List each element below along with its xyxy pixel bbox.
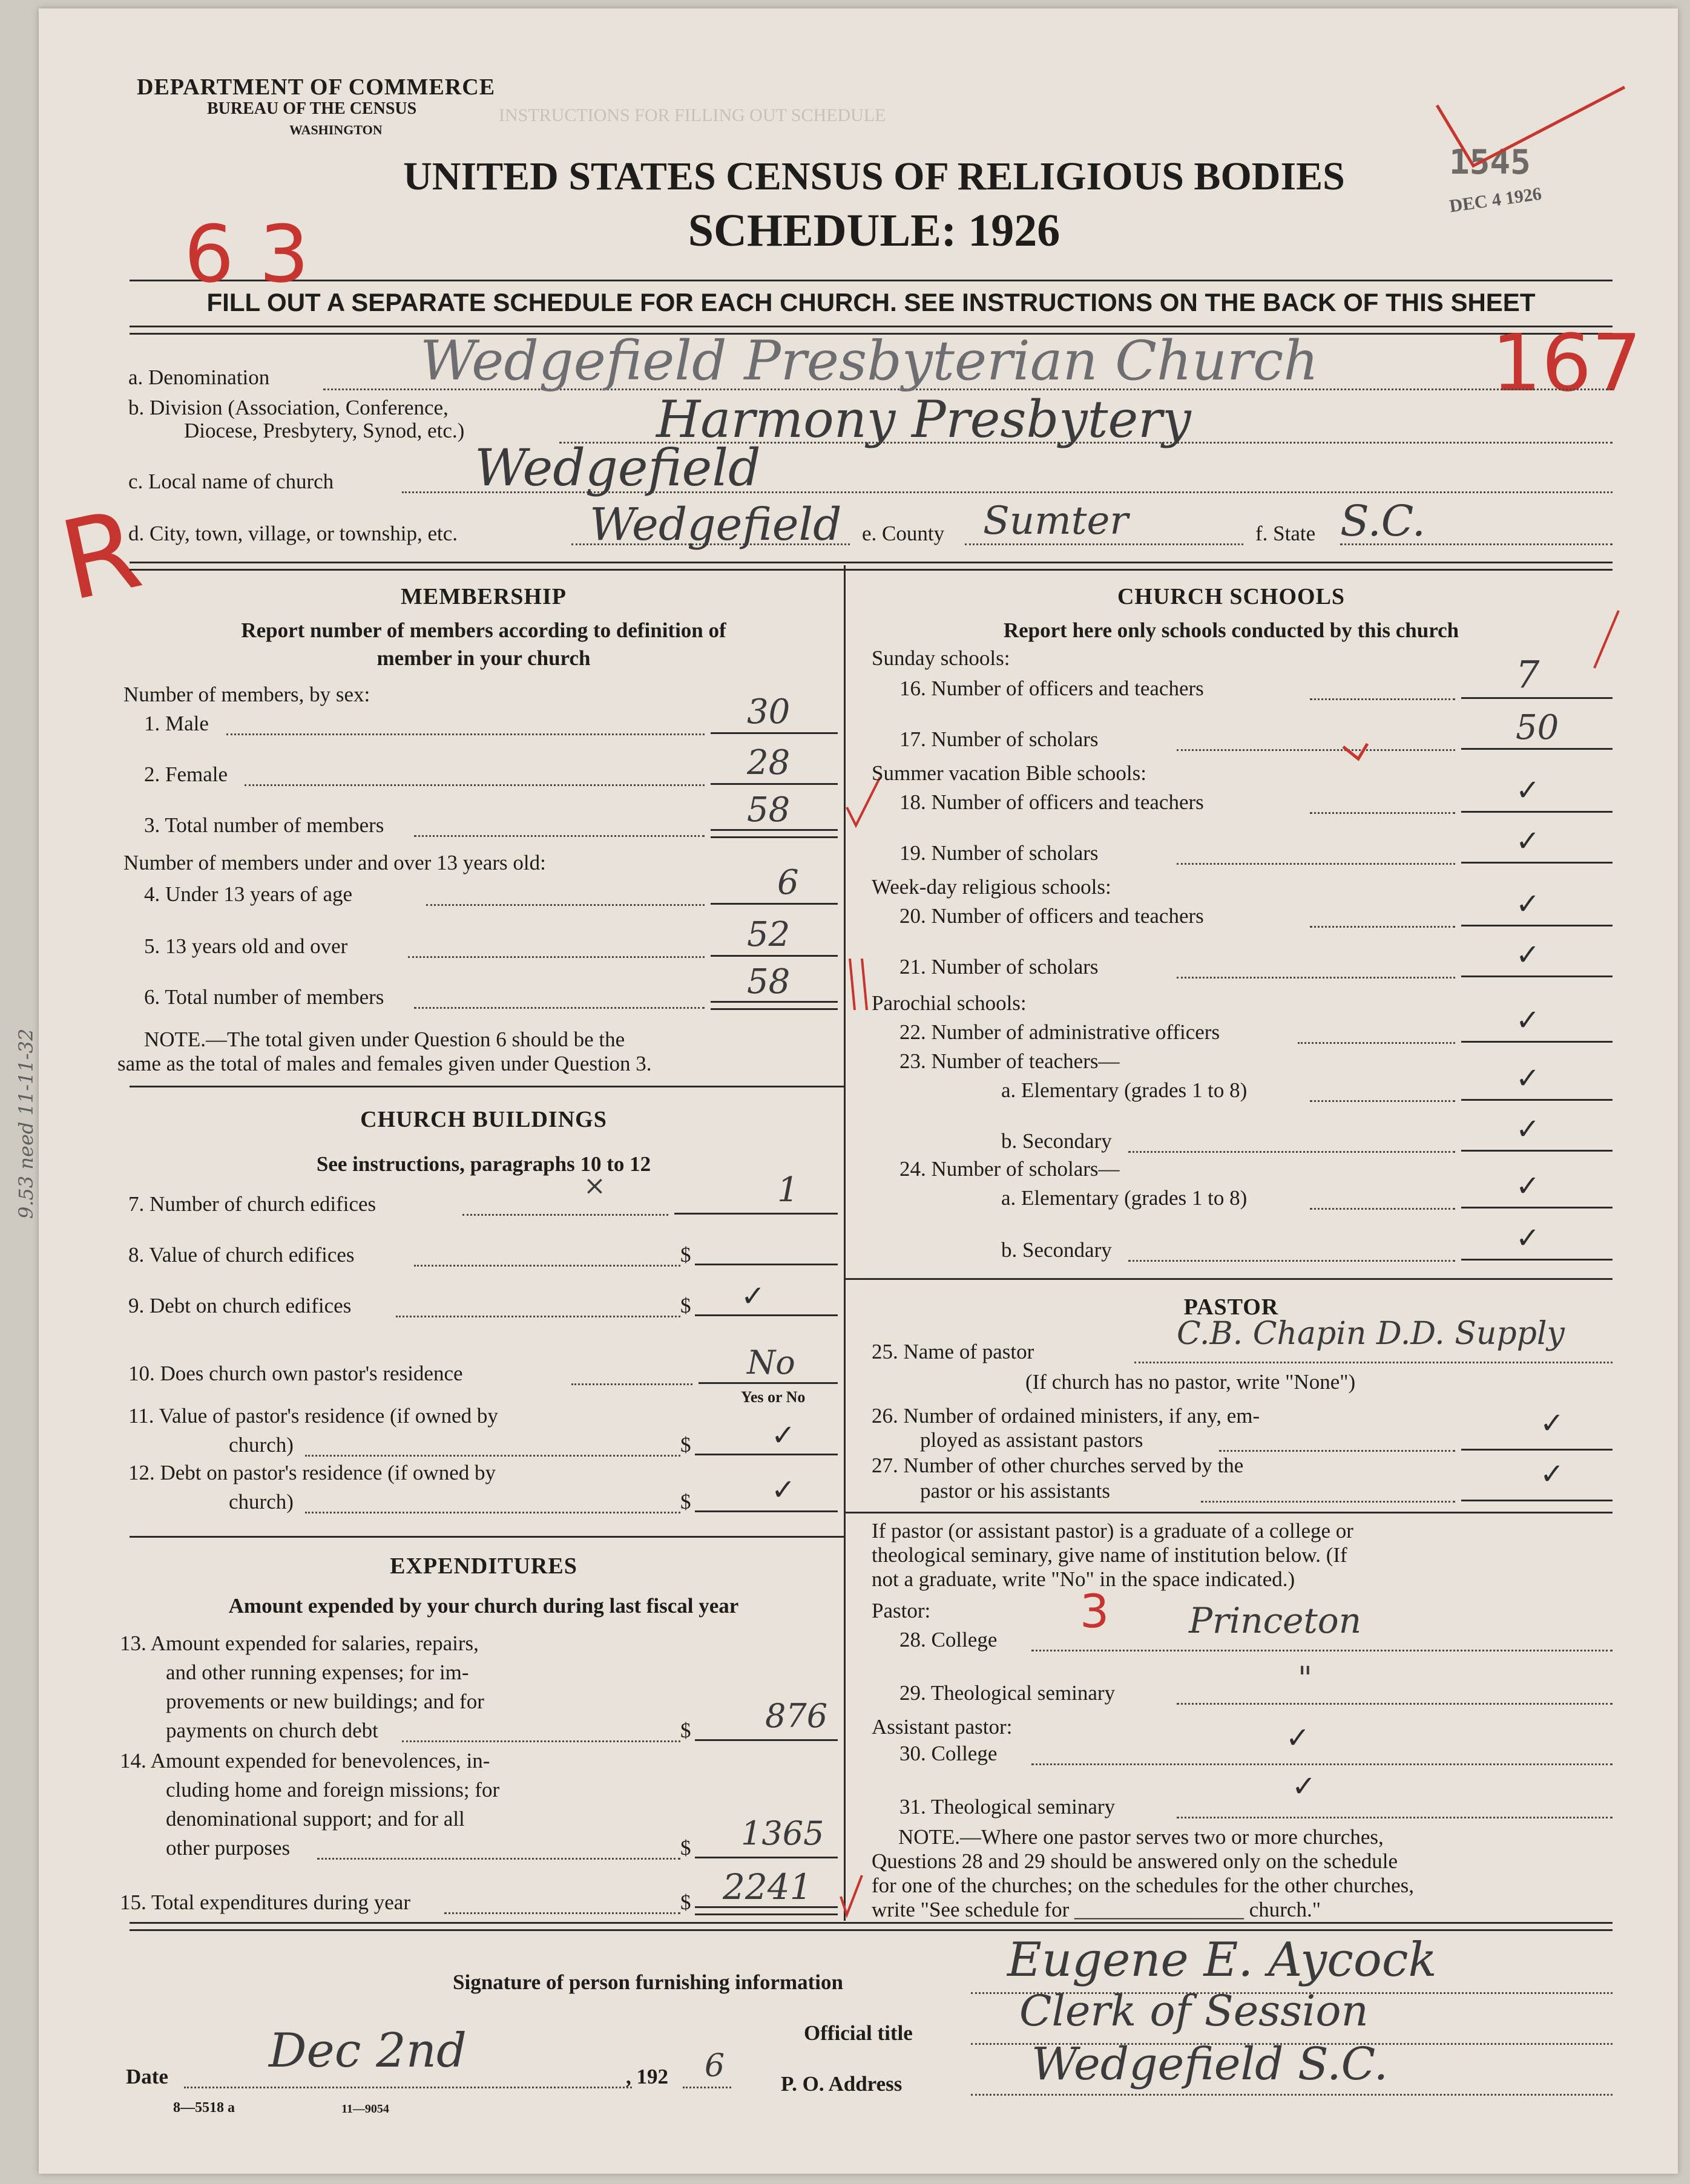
q11-dollar: $	[680, 1433, 691, 1457]
buildings-subtitle: See instructions, paragraphs 10 to 12	[316, 1152, 651, 1176]
red-annotation-167: 167	[1491, 317, 1642, 409]
q19-line	[1177, 863, 1455, 865]
q10-line	[571, 1383, 692, 1385]
q28-line	[1031, 1650, 1613, 1651]
q18-check: ✓	[1516, 773, 1540, 807]
q23-label: 23. Number of teachers—	[899, 1049, 1120, 1073]
form-number: 8—5518 a	[173, 2100, 235, 2116]
q24b-check: ✓	[1516, 1221, 1540, 1255]
q5-answer-line	[711, 955, 838, 957]
division-label-cont: Diocese, Presbytery, Synod, etc.)	[184, 419, 465, 442]
members-by-sex-label: Number of members, by sex:	[123, 683, 370, 706]
q15-dollar: $	[680, 1891, 691, 1914]
po-address-line	[971, 2094, 1613, 2096]
q2-value[interactable]: 28	[747, 743, 791, 782]
q23b-answer-line	[1461, 1150, 1613, 1152]
graduate-note-2: theological seminary, give name of institution below. (If	[872, 1543, 1347, 1567]
city-value[interactable]: Wedgefield	[590, 499, 842, 551]
q15-value[interactable]: 2241	[723, 1866, 812, 1907]
expenditures-subtitle: Amount expended by your church during last fiscal year	[228, 1594, 739, 1618]
q9-label: 9. Debt on church edifices	[128, 1294, 352, 1317]
county-value[interactable]: Sumter	[983, 499, 1128, 543]
buildings-title: CHURCH BUILDINGS	[360, 1107, 607, 1132]
q9-answer-line	[695, 1314, 838, 1316]
graduate-note-3: not a graduate, write "No" in the space indicated.)	[872, 1567, 1295, 1591]
q16-line	[1310, 698, 1455, 700]
schools-subtitle: Report here only schools conducted by this church	[1003, 618, 1459, 642]
po-address-value[interactable]: Wedgefield S.C.	[1031, 2038, 1389, 2090]
q16-answer-line	[1461, 697, 1613, 699]
q24b-line	[1128, 1260, 1455, 1262]
state-label: f. State	[1255, 522, 1316, 545]
q24b-answer-line	[1461, 1259, 1613, 1261]
q14-label-4: other purposes	[166, 1836, 291, 1860]
division-value[interactable]: Harmony Presbytery	[656, 390, 1191, 449]
q3-answer-line-2	[711, 836, 838, 838]
q13-label: 13. Amount expended for salaries, repairs,	[120, 1631, 479, 1655]
q29-line	[1177, 1703, 1613, 1705]
county-line	[965, 543, 1243, 545]
q12-label-cont: church)	[229, 1490, 294, 1513]
q26-line	[1219, 1450, 1455, 1452]
q21-line	[1177, 977, 1455, 979]
q7-line	[462, 1214, 668, 1216]
parochial-schools-label: Parochial schools:	[872, 991, 1027, 1015]
q8-answer-line	[695, 1264, 838, 1265]
q13-line	[402, 1740, 680, 1742]
q9-line	[396, 1316, 680, 1317]
q26-check: ✓	[1540, 1406, 1565, 1440]
schools-title: CHURCH SCHOOLS	[1117, 584, 1346, 609]
q9-dollar: $	[680, 1294, 691, 1317]
date-line	[184, 2087, 632, 2088]
date-label: Date	[126, 2065, 168, 2088]
weekday-schools-label: Week-day religious schools:	[872, 875, 1111, 899]
q18-line	[1310, 812, 1455, 814]
graduate-note-1: If pastor (or assistant pastor) is a graduate of a college or	[872, 1519, 1353, 1543]
q19-answer-line	[1461, 862, 1613, 864]
q14-dollar: $	[680, 1836, 691, 1860]
q26-answer-line	[1461, 1449, 1613, 1451]
q10-answer-line	[699, 1382, 838, 1384]
q2-line	[245, 784, 705, 786]
membership-intro-1: Report number of members according to definition of	[241, 618, 726, 642]
q23a-answer-line	[1461, 1099, 1613, 1101]
q24a-label: a. Elementary (grades 1 to 8)	[1001, 1186, 1248, 1210]
identity-rule	[130, 562, 1613, 571]
q30-label: 30. College	[899, 1742, 998, 1765]
q11-line	[305, 1455, 680, 1457]
q8-label: 8. Value of church edifices	[128, 1243, 355, 1267]
form-title: UNITED STATES CENSUS OF RELIGIOUS BODIES	[403, 154, 1345, 198]
denomination-label: a. Denomination	[128, 366, 270, 389]
yes-or-no-caption: Yes or No	[741, 1388, 806, 1406]
q6-line	[414, 1007, 705, 1009]
q24a-check: ✓	[1516, 1169, 1540, 1203]
red-check-q15	[838, 1872, 868, 1921]
q21-answer-line	[1461, 976, 1613, 977]
q4-value[interactable]: 6	[777, 863, 799, 902]
red-mark-q17	[1340, 741, 1370, 765]
margin-pencil-note: 9.53 need 11-11-32	[15, 1028, 38, 1219]
q8-line	[414, 1265, 680, 1267]
census-schedule-sheet	[15, 8, 1678, 2174]
q7-value[interactable]: 1	[777, 1170, 799, 1210]
q22-line	[1298, 1042, 1455, 1044]
schools-rule	[844, 1278, 1613, 1280]
q10-label: 10. Does church own pastor's residence	[128, 1362, 463, 1385]
sunday-schools-label: Sunday schools:	[872, 646, 1010, 670]
stamp-number: 1545	[1449, 143, 1531, 182]
q6-value[interactable]: 58	[747, 962, 791, 1002]
q7-label: 7. Number of church edifices	[128, 1192, 376, 1216]
q20-answer-line	[1461, 925, 1613, 926]
q29-value[interactable]: "	[1298, 1661, 1312, 1697]
q3-value[interactable]: 58	[747, 790, 791, 830]
q28-value[interactable]: Princeton	[1189, 1600, 1362, 1641]
q13-label-4: payments on church debt	[166, 1719, 378, 1742]
q25-note: (If church has no pastor, write "None")	[1025, 1370, 1356, 1394]
q31-check: ✓	[1292, 1769, 1317, 1803]
q14-value[interactable]: 1365	[741, 1814, 824, 1852]
denomination-value[interactable]: Wedgefield Presbyterian Church	[420, 329, 1319, 393]
q23a-label: a. Elementary (grades 1 to 8)	[1001, 1078, 1248, 1102]
q11-label: 11. Value of pastor's residence (if owned by	[128, 1404, 498, 1428]
q7-answer-line	[674, 1213, 838, 1215]
q2-answer-line	[711, 783, 838, 785]
q16-value[interactable]: 7	[1516, 652, 1540, 697]
q1-value[interactable]: 30	[747, 692, 791, 732]
q24a-answer-line	[1461, 1207, 1613, 1208]
q15-line	[444, 1912, 680, 1914]
year-value[interactable]: 6	[705, 2048, 725, 2084]
q27-answer-line	[1461, 1500, 1613, 1501]
q16-label: 16. Number of officers and teachers	[899, 677, 1204, 700]
q25-value[interactable]: C.B. Chapin D.D. Supply	[1177, 1316, 1565, 1352]
q11-check: ✓	[771, 1418, 796, 1452]
buildings-rule	[130, 1536, 844, 1538]
q15-label: 15. Total expenditures during year	[120, 1891, 410, 1914]
q12-line	[305, 1512, 680, 1513]
q1-label: 1. Male	[144, 712, 209, 735]
q29-label: 29. Theological seminary	[899, 1681, 1116, 1705]
red-annotation-63: 6 3	[184, 208, 309, 300]
pastor-title: PASTOR	[1183, 1294, 1279, 1320]
q22-label: 22. Number of administrative officers	[899, 1020, 1220, 1044]
q23b-check: ✓	[1516, 1112, 1540, 1146]
q27-check: ✓	[1540, 1457, 1565, 1491]
q19-check: ✓	[1516, 824, 1540, 858]
membership-note-1: NOTE.—The total given under Question 6 should be the	[144, 1028, 625, 1051]
q30-line	[1031, 1763, 1613, 1765]
membership-title: MEMBERSHIP	[401, 584, 567, 609]
q5-value[interactable]: 52	[747, 915, 791, 954]
q31-line	[1177, 1817, 1613, 1818]
bureau-name: BUREAU OF THE CENSUS	[207, 99, 417, 118]
q27-label-cont: pastor or his assistants	[920, 1479, 1111, 1503]
division-label: b. Division (Association, Conference,	[128, 396, 449, 419]
q17-label: 17. Number of scholars	[899, 727, 1099, 751]
red-annotation-r: R	[50, 486, 151, 626]
q7-cross-mark: ×	[584, 1170, 606, 1201]
q17-line	[1177, 749, 1455, 751]
q2-label: 2. Female	[144, 762, 228, 786]
q22-check: ✓	[1516, 1003, 1540, 1037]
q24a-line	[1310, 1208, 1455, 1210]
q6-label: 6. Total number of members	[144, 985, 384, 1009]
q13-label-3: provements or new buildings; and for	[166, 1690, 484, 1713]
signature-label: Signature of person furnishing information	[453, 1970, 843, 1994]
department-name: DEPARTMENT OF COMMERCE	[137, 74, 496, 100]
red-annotation-college: 3	[1080, 1584, 1110, 1638]
membership-rule	[130, 1086, 844, 1087]
q10-value[interactable]: No	[747, 1343, 795, 1382]
q20-label: 20. Number of officers and teachers	[899, 904, 1204, 928]
q18-answer-line	[1461, 811, 1613, 813]
q26-label-cont: ployed as assistant pastors	[920, 1428, 1143, 1452]
q1-line	[226, 733, 705, 735]
q23a-check: ✓	[1516, 1061, 1540, 1095]
q30-check: ✓	[1286, 1721, 1310, 1755]
assistant-pastor-label: Assistant pastor:	[872, 1715, 1013, 1739]
q11-label-cont: church)	[229, 1433, 294, 1457]
fill-out-instruction: FILL OUT A SEPARATE SCHEDULE FOR EACH CHURCH. SEE INSTRUCTIONS ON THE BACK OF THIS SHEET	[206, 288, 1536, 316]
q25-label: 25. Name of pastor	[872, 1340, 1034, 1363]
signature-value[interactable]: Eugene E. Aycock	[1007, 1933, 1437, 1987]
print-number: 11—9054	[341, 2102, 389, 2116]
q12-check: ✓	[771, 1473, 796, 1507]
year-line	[683, 2087, 731, 2088]
q24b-label: b. Secondary	[1001, 1238, 1112, 1262]
po-address-label: P. O. Address	[781, 2072, 903, 2096]
pastor-note-3: for one of the churches; on the schedules for the other churches,	[872, 1874, 1415, 1897]
q14-label-3: denominational support; and for all	[166, 1807, 465, 1831]
q9-check: ✓	[741, 1279, 766, 1313]
pastor-note-4: write "See schedule for ________________ church."	[872, 1898, 1321, 1921]
q22-answer-line	[1461, 1041, 1613, 1043]
received-date-stamp: DEC 4 1926	[1448, 183, 1543, 217]
official-title-label: Official title	[804, 2021, 913, 2045]
q23a-line	[1310, 1100, 1455, 1102]
county-label: e. County	[862, 522, 945, 545]
red-check-q16	[1588, 608, 1625, 674]
q27-line	[1201, 1501, 1455, 1503]
summer-schools-label: Summer vacation Bible schools:	[872, 761, 1146, 785]
q6-answer-line-2	[711, 1008, 838, 1010]
q26-label: 26. Number of ordained ministers, if any, em-	[872, 1404, 1260, 1428]
q3-line	[414, 835, 705, 837]
form-subtitle: SCHEDULE: 1926	[688, 205, 1060, 256]
q28-label: 28. College	[899, 1628, 998, 1651]
q14-label: 14. Amount expended for benevolences, in-	[120, 1749, 490, 1772]
q13-dollar: $	[680, 1719, 691, 1742]
q19-label: 19. Number of scholars	[899, 841, 1099, 865]
q24-label: 24. Number of scholars—	[899, 1157, 1120, 1181]
bleed-through-heading: INSTRUCTIONS FOR FILLING OUT SCHEDULE	[499, 105, 886, 125]
date-value[interactable]: Dec 2nd	[269, 2024, 467, 2078]
membership-note-2: same as the total of males and females given under Question 3.	[117, 1052, 652, 1075]
q27-label: 27. Number of other churches served by the	[872, 1454, 1244, 1477]
city-label: d. City, town, village, or township, etc.	[128, 522, 458, 545]
membership-intro-2: member in your church	[376, 646, 591, 670]
q20-check: ✓	[1516, 887, 1540, 921]
footer-rule	[130, 1922, 1613, 1931]
q17-answer-line	[1461, 748, 1613, 750]
q3-label: 3. Total number of members	[144, 813, 384, 837]
q15-answer-line-2	[695, 1913, 838, 1915]
q14-answer-line	[695, 1857, 838, 1858]
pastor-note-2: Questions 28 and 29 should be answered only on the schedule	[872, 1849, 1398, 1873]
red-check-mark-top	[1431, 75, 1631, 178]
q13-value[interactable]: 876	[765, 1697, 828, 1735]
local-name-label: c. Local name of church	[128, 470, 334, 493]
pastor-note-1: NOTE.—Where one pastor serves two or more churches,	[898, 1825, 1384, 1849]
local-name-value[interactable]: Wedgefield	[475, 438, 761, 497]
pastor-rule	[844, 1512, 1613, 1513]
q14-line	[317, 1858, 680, 1860]
q4-answer-line	[711, 903, 838, 905]
q17-value[interactable]: 50	[1516, 708, 1559, 747]
q5-label: 5. 13 years old and over	[144, 934, 348, 958]
q23b-label: b. Secondary	[1001, 1129, 1112, 1153]
q8-dollar: $	[680, 1243, 691, 1267]
q12-dollar: $	[680, 1490, 691, 1513]
state-value[interactable]: S.C.	[1340, 496, 1426, 546]
expenditures-title: EXPENDITURES	[390, 1553, 577, 1579]
q5-line	[408, 956, 705, 958]
q12-label: 12. Debt on pastor's residence (if owned by	[128, 1461, 496, 1484]
q20-line	[1310, 926, 1455, 928]
pastor-sub-label: Pastor:	[872, 1599, 931, 1622]
date-year-prefix: , 192	[626, 2065, 668, 2088]
q31-label: 31. Theological seminary	[899, 1795, 1116, 1818]
q4-label: 4. Under 13 years of age	[144, 882, 353, 906]
column-divider	[844, 565, 846, 1921]
members-by-age-label: Number of members under and over 13 years old:	[123, 851, 546, 874]
q13-answer-line	[695, 1739, 838, 1741]
q1-answer-line	[711, 732, 838, 734]
q21-label: 21. Number of scholars	[899, 955, 1099, 979]
q14-label-2: cluding home and foreign missions; for	[166, 1778, 500, 1802]
bureau-city: WASHINGTON	[289, 122, 383, 137]
q18-label: 18. Number of officers and teachers	[899, 790, 1204, 814]
q21-check: ✓	[1516, 938, 1540, 972]
q4-line	[426, 904, 705, 906]
q25-line	[1134, 1362, 1613, 1363]
official-title-value[interactable]: Clerk of Session	[1019, 1986, 1369, 2036]
q23b-line	[1128, 1151, 1455, 1153]
q12-answer-line	[695, 1510, 838, 1512]
header-rule-top	[130, 280, 1613, 281]
q13-label-2: and other running expenses; for im-	[166, 1661, 469, 1684]
q11-answer-line	[695, 1454, 838, 1455]
